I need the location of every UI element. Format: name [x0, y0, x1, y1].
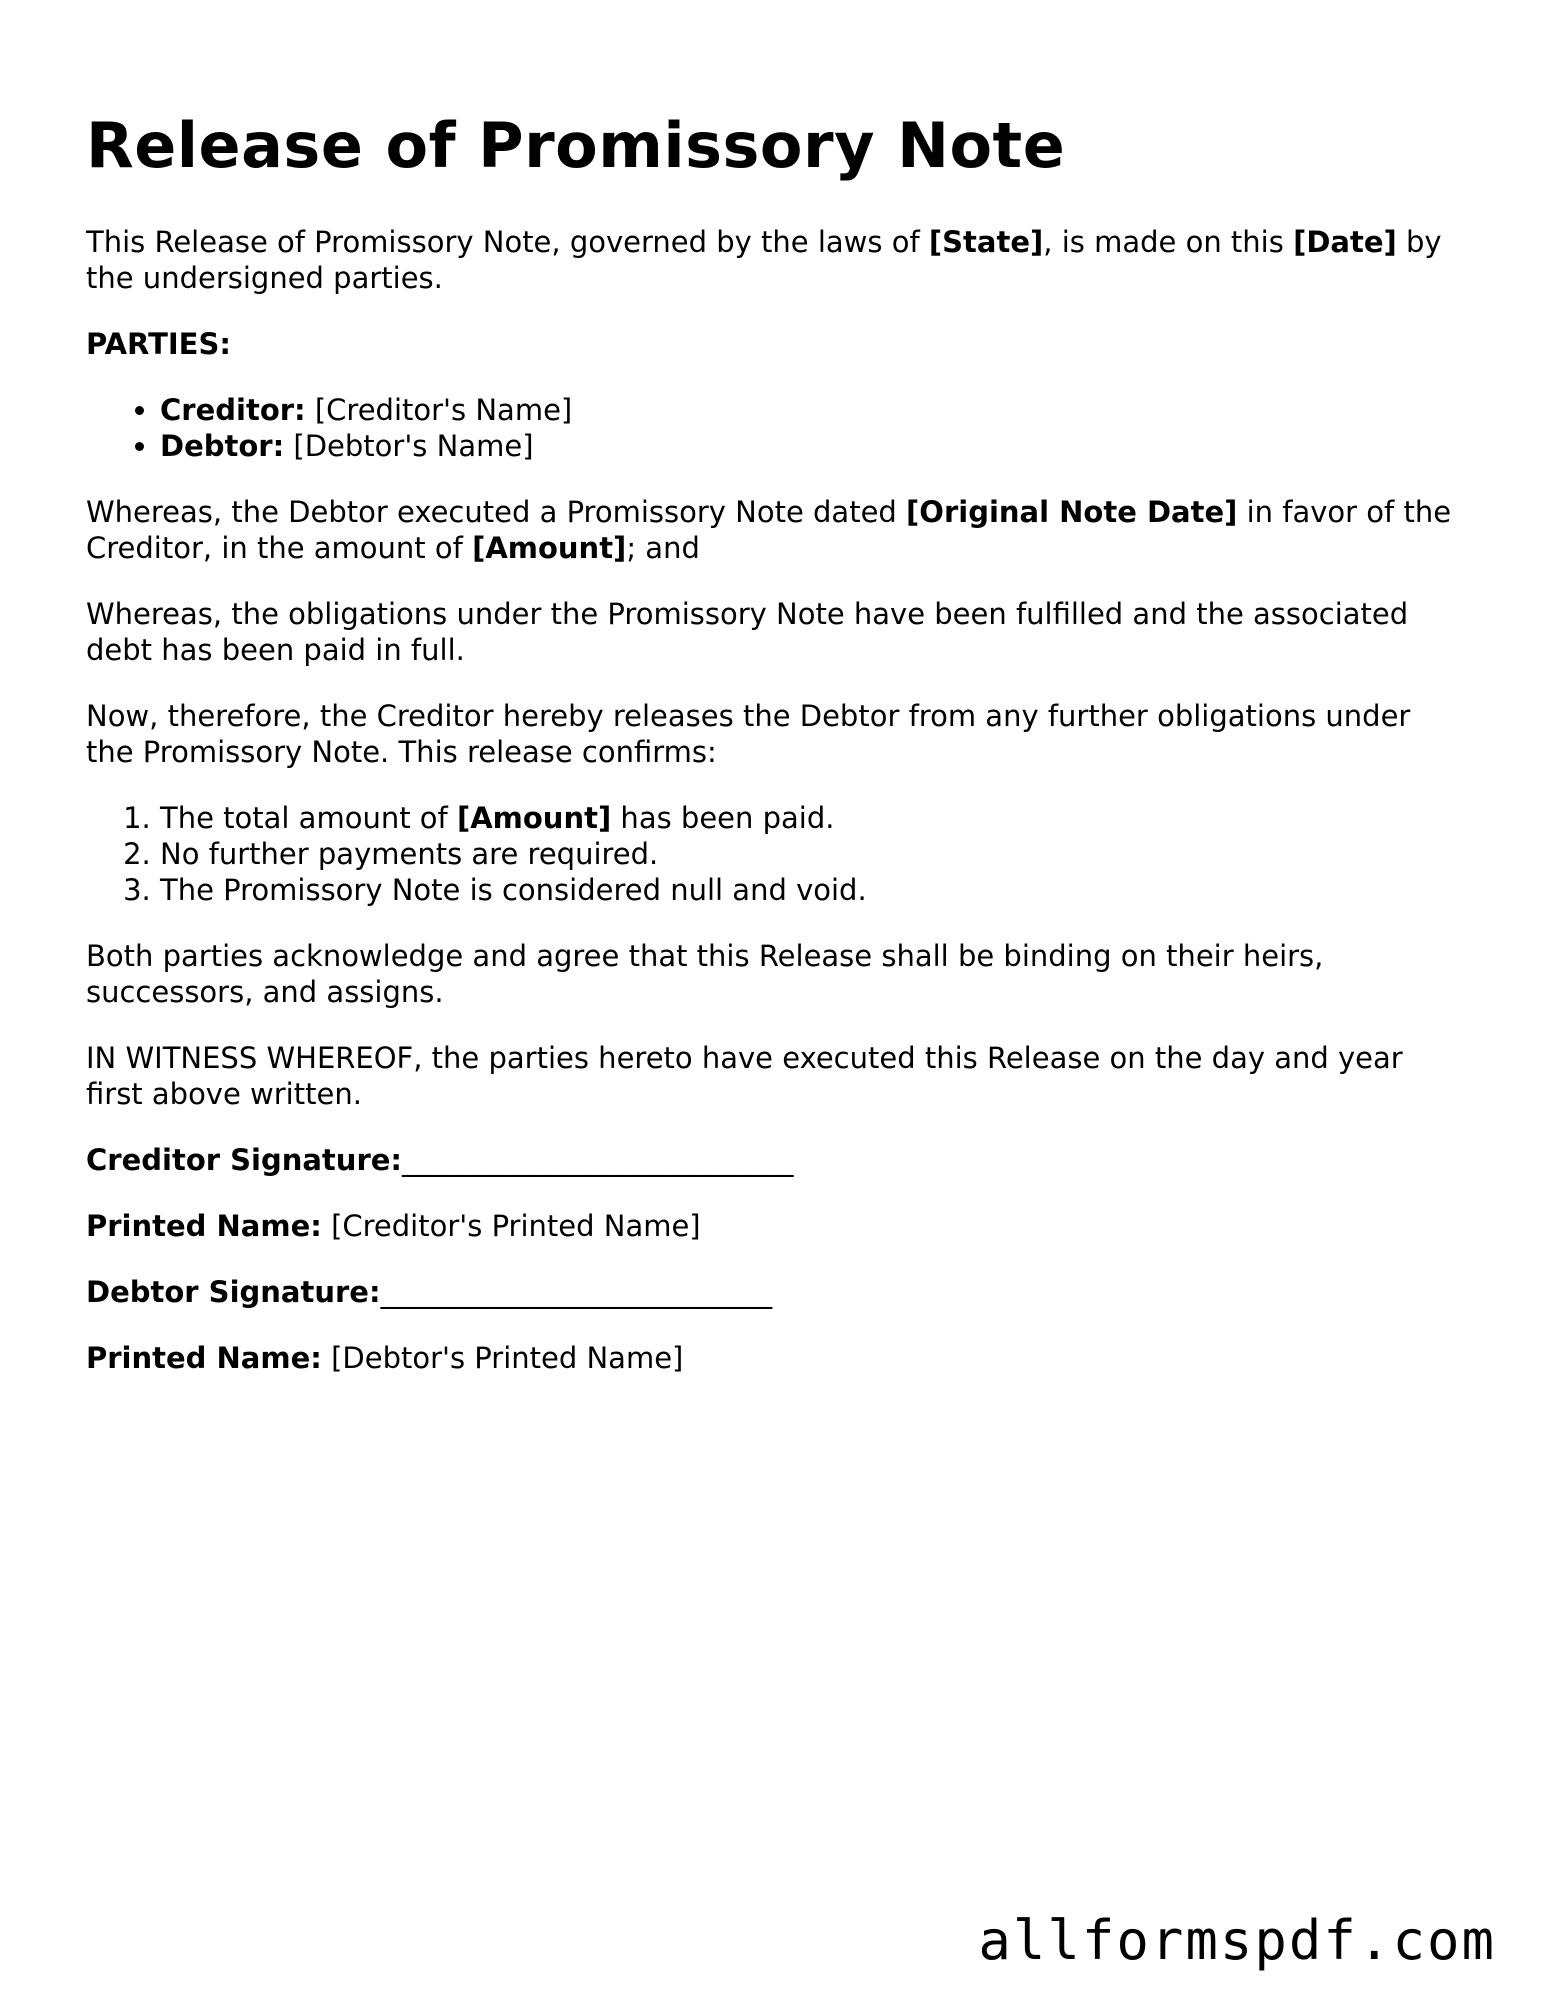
list-item: 2. No further payments are required.: [160, 836, 1466, 872]
creditor-signature-row: [86, 1142, 1466, 1178]
document-page: [86, 100, 1466, 1406]
intro-text-3: by the undersigned parties.: [86, 225, 1442, 295]
creditor-label: Creditor:: [160, 393, 306, 427]
debtor-printed-name-row: [86, 1340, 1466, 1376]
intro-paragraph: [86, 224, 1466, 296]
debtor-printed-name-label: Printed Name:: [86, 1341, 322, 1375]
intro-text-1: This Release of Promissory Note, governed by the laws of: [86, 225, 929, 259]
intro-text-2: , is made on this: [1043, 225, 1294, 259]
debtor-name: [Debtor's Name]: [284, 429, 534, 463]
debtor-signature-line: ___________________________: [380, 1275, 773, 1309]
amount-placeholder: [Amount]: [456, 801, 612, 835]
list-item: 1. The total amount of [Amount] has been paid.: [160, 800, 1466, 836]
document-title: Release of Promissory Note: [86, 109, 1066, 182]
confirmations-list: [86, 800, 1466, 908]
creditor-signature-label: Creditor Signature:: [86, 1143, 403, 1177]
list-item: [160, 392, 1466, 428]
witness-paragraph: IN WITNESS WHEREOF, the parties hereto have executed this Release on the day and year first above written.: [86, 1041, 1403, 1111]
state-placeholder: [State]: [928, 225, 1044, 259]
debtor-printed-name-value: [Debtor's Printed Name]: [321, 1341, 684, 1375]
binding-paragraph: Both parties acknowledge and agree that this Release shall be binding on their heirs, successors, and assigns.: [86, 939, 1324, 1009]
debtor-signature-row: [86, 1274, 1466, 1310]
now-therefore-paragraph: Now, therefore, the Creditor hereby releases the Debtor from any further obligations under the Promissory Note. This release confirms:: [86, 699, 1411, 769]
creditor-printed-name-row: [86, 1208, 1466, 1244]
list-item: 3. The Promissory Note is considered null and void.: [160, 872, 1466, 908]
whereas-paragraph-2: Whereas, the obligations under the Promissory Note have been fulfilled and the associated debt has been paid in full.: [86, 597, 1409, 667]
list-item: [160, 428, 1466, 464]
creditor-name: [Creditor's Name]: [305, 393, 573, 427]
watermark: allformspdf.com: [978, 1909, 1496, 1972]
creditor-printed-name-label: Printed Name:: [86, 1209, 322, 1243]
amount-placeholder: [Amount]: [472, 531, 627, 565]
date-placeholder: [Date]: [1293, 225, 1397, 259]
debtor-signature-label: Debtor Signature:: [86, 1275, 381, 1309]
parties-heading: PARTIES:: [86, 327, 231, 361]
debtor-label: Debtor:: [160, 429, 285, 463]
creditor-printed-name-value: [Creditor's Printed Name]: [321, 1209, 701, 1243]
whereas-paragraph-1: Whereas, the Debtor executed a Promissory Note dated [Original Note Date] in favor of the Creditor, in the amount of [Amount]; and: [86, 495, 1452, 565]
original-note-date-placeholder: [Original Note Date]: [906, 495, 1238, 529]
creditor-signature-line: ___________________________: [402, 1143, 794, 1177]
parties-list: [86, 392, 1466, 464]
